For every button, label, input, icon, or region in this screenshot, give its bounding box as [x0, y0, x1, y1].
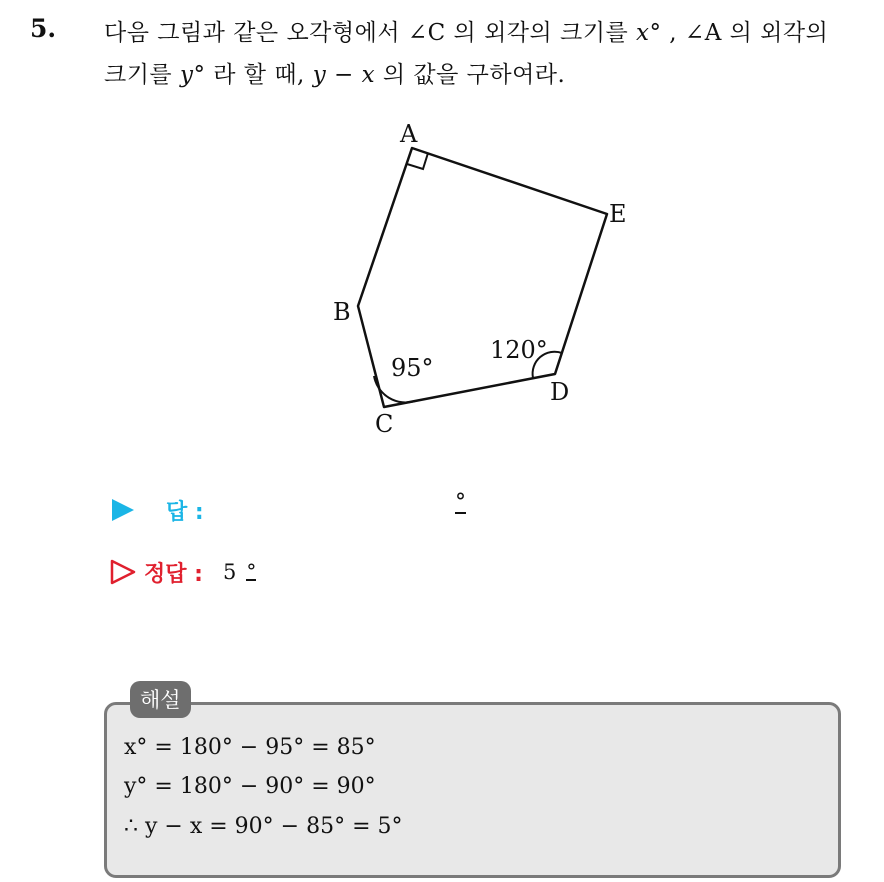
- explanation-line-1: x° = 180° − 95° = 85°: [124, 735, 376, 760]
- answer-blank[interactable]: [455, 490, 466, 515]
- var-x: x: [636, 20, 650, 46]
- question-line1-a: 다음 그림과 같은 오각형에서 ∠C 의 외각의 크기를: [104, 20, 636, 46]
- vertex-label-C: C: [375, 410, 394, 438]
- correct-value: 5: [222, 560, 237, 584]
- var-y: y: [179, 62, 194, 88]
- explanation-line-3: ∴ y − x = 90° − 85° = 5°: [124, 814, 403, 839]
- question-line1-b: ° , ∠A 의 외각의: [649, 20, 829, 46]
- question-expr: y − x: [312, 62, 376, 88]
- correct-unit: °: [246, 559, 257, 583]
- question-line2-b: ° 라 할 때,: [193, 62, 313, 88]
- pentagon-svg: [320, 112, 640, 442]
- answer-label: 답 :: [166, 499, 204, 525]
- vertex-label-E: E: [609, 200, 627, 228]
- answer-row: [110, 490, 466, 530]
- vertex-label-B: B: [333, 298, 351, 326]
- correct-label: 정답 :: [144, 561, 203, 587]
- angle-label-D: 120°: [490, 336, 548, 364]
- explanation-tag: 해설: [130, 681, 191, 718]
- explanation-line-2: y° = 180° − 90° = 90°: [124, 774, 376, 799]
- correct-play-outline-icon: [110, 559, 136, 585]
- vertex-label-D: D: [550, 378, 570, 406]
- question-line2-a: 크기를: [104, 62, 180, 88]
- correct-answer-row: [110, 552, 256, 592]
- question-text: [104, 12, 874, 96]
- answer-unit: °: [455, 490, 466, 515]
- angle-label-C: 95°: [391, 354, 434, 382]
- answer-play-icon: [110, 497, 136, 523]
- question-line2-c: 의 값을 구하여라.: [375, 62, 566, 88]
- pentagon-figure: [320, 112, 640, 442]
- vertex-label-A: A: [400, 120, 418, 148]
- question-number: 5.: [30, 14, 57, 43]
